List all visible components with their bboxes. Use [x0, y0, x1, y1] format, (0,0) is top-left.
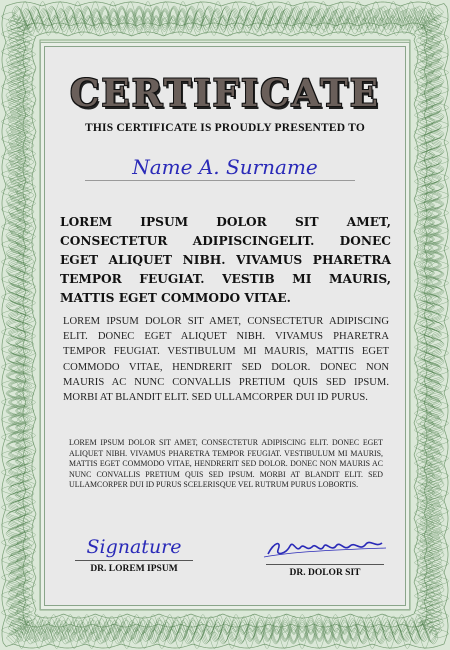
signer-name-right: DR. DOLOR SIT [289, 568, 361, 578]
bold-paragraph: LOREM IPSUM DOLOR SIT AMET, CONSECTETUR ADIPISCINGELIT. DONEC EGET ALIQUET NIBH. VIVAMUS PHARETRA TEMPOR FEUGIAT. VESTIB MI MAURIS, MATTIS EGET COMMODO VITAE. [60, 215, 391, 305]
signature-line-right [266, 564, 384, 565]
certificate-panel [44, 46, 406, 606]
name-underline [85, 180, 355, 181]
certificate-title: CERTIFICATE [69, 71, 381, 115]
presented-to-line: THIS CERTIFICATE IS PROUDLY PRESENTED TO [85, 122, 365, 134]
recipient-name: Name A. Surname [132, 155, 318, 179]
signature-block-left [69, 534, 199, 574]
signature-line-left [75, 560, 193, 561]
signature-script-left: Signature [86, 536, 182, 558]
signer-name-left: DR. LOREM IPSUM [90, 564, 178, 574]
fine-print-paragraph: LOREM IPSUM DOLOR SIT AMET, CONSECTETUR ADIPISCING ELIT. DONEC EGET ALIQUET NIBH. VIVAMUS PHARETRA TEMPOR FEUGIAT. VESTIBULUM MI MAURIS, MATTIS EGET COMMODO VITAE, HENDRERIT SED DOLOR. DONEC NON MAURIS AC NUNC CONVALLIS PRETIUM QUIS SED IPSUM. MORBI AT BLANDIT ELIT. SED ULLAMCORPER DUI ID PURUS SCELERISQUE VEL RUTRUM PURUS LOBORTIS. [69, 438, 383, 490]
handwritten-signature-right [260, 534, 390, 560]
signature-block-right [260, 534, 390, 578]
body-paragraph: LOREM IPSUM DOLOR SIT AMET, CONSECTETUR ADIPISCING ELIT. DONEC EGET ALIQUET NIBH. VIVAMUS PHARETRA TEMPOR FEUGIAT. VESTIBULUM MI MAURIS, MATTIS EGET COMMODO VITAE, HENDRERIT SED DOLOR. DONEC NON MAURIS AC NUNC CONVALLIS PRETIUM QUIS SED IPSUM. MORBI AT BLANDIT ELIT. SED ULLAMCORPER DUI ID PURUS. [63, 316, 389, 404]
